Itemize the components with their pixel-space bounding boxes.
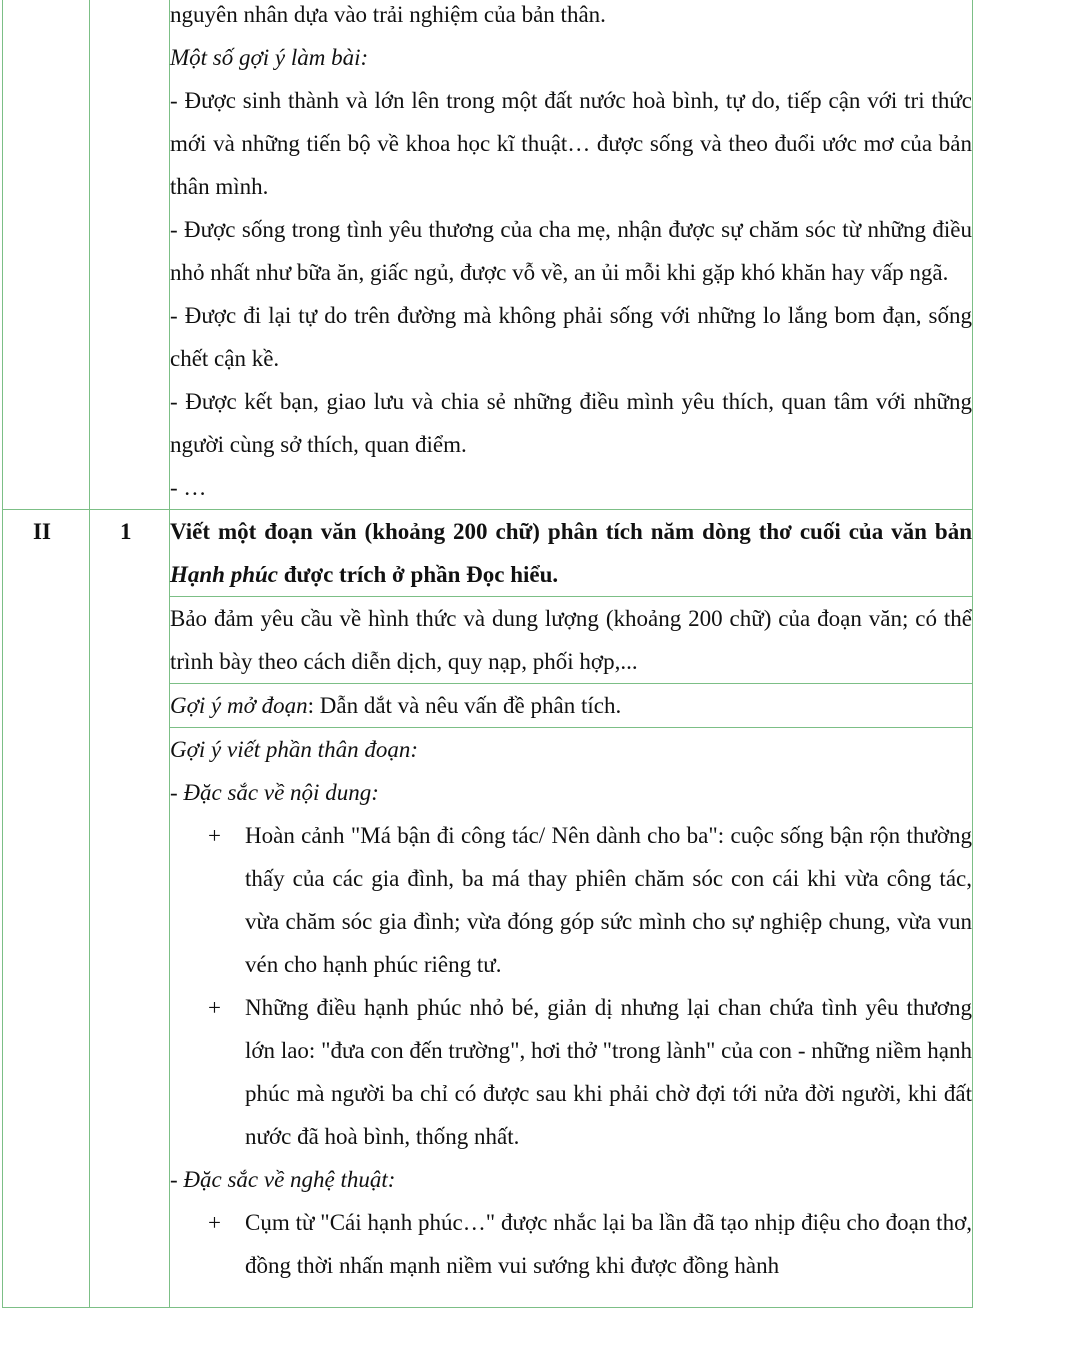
poem-title: Hạnh phúc bbox=[170, 562, 279, 587]
opening-hint bbox=[170, 684, 972, 727]
list-item bbox=[170, 814, 972, 986]
opening-label: Gợi ý mở đoạn bbox=[170, 693, 308, 718]
opening-cell bbox=[170, 684, 973, 728]
bullet-marker: + bbox=[208, 823, 221, 848]
prompt-text: Viết một đoạn văn (khoảng 200 chữ) phân tích năm dòng thơ cuối của văn bản bbox=[170, 519, 972, 544]
question-cell bbox=[90, 0, 170, 510]
list-item: - Được kết bạn, giao lưu và chia sẻ những điều mình yêu thích, quan tâm với những người cùng sở thích, quan điểm. bbox=[170, 389, 972, 457]
requirement-cell bbox=[170, 597, 973, 684]
bullet-text: Cụm từ "Cái hạnh phúc…" được nhắc lại ba lần đã tạo nhịp điệu cho đoạn thơ, đồng thời nhấn mạnh niềm vui sướng khi được đồng hành bbox=[245, 1210, 972, 1278]
list-item: - Được sinh thành và lớn lên trong một đất nước hoà bình, tự do, tiếp cận với tri thức mới và những tiến bộ về khoa học kĩ thuật… được sống và theo đuổi ước mơ của bản thân mình. bbox=[170, 88, 972, 199]
opening-text: : Dẫn dắt và nêu vấn đề phân tích. bbox=[307, 693, 622, 718]
list-item: - … bbox=[170, 475, 207, 500]
question-prompt bbox=[170, 510, 972, 596]
prompt-text-end: được trích ở phần Đọc hiểu. bbox=[278, 562, 559, 587]
part-cell bbox=[3, 0, 90, 510]
answer-table bbox=[2, 0, 973, 1308]
body-heading: Gợi ý viết phần thân đoạn: bbox=[170, 737, 418, 762]
hint-heading: Một số gợi ý làm bài: bbox=[170, 45, 369, 70]
content-heading: - Đặc sắc về nội dung: bbox=[170, 780, 379, 805]
art-heading: - Đặc sắc về nghệ thuật: bbox=[170, 1167, 396, 1192]
list-item bbox=[170, 986, 972, 1158]
list-item bbox=[170, 1201, 972, 1287]
table-row bbox=[3, 510, 973, 597]
list-item: - Được đi lại tự do trên đường mà không phải sống với những lo lắng bom đạn, sống chết cận kề. bbox=[170, 303, 972, 371]
list-item: - Được sống trong tình yêu thương của cha mẹ, nhận được sự chăm sóc từ những điều nhỏ nhất như bữa ăn, giấc ngủ, được vỗ về, an ủi mỗi khi gặp khó khăn hay vấp ngã. bbox=[170, 217, 972, 285]
cell-spacer bbox=[170, 1287, 972, 1307]
text-line: nguyên nhân dựa vào trải nghiệm của bản thân. bbox=[170, 2, 606, 27]
bullet-text: Những điều hạnh phúc nhỏ bé, giản dị nhưng lại chan chứa tình yêu thương lớn lao: "đưa con đến trường", hơi thở "trong lành" của con - những niềm hạnh phúc mà người ba chỉ có được sau khi phải chờ đợi tới nửa đời người, khi đất nước đã hoà bình, thống nhất. bbox=[245, 995, 972, 1149]
body-cell bbox=[170, 728, 973, 1308]
bullet-text: Hoàn cảnh "Má bận đi công tác/ Nên dành cho ba": cuộc sống bận rộn thường thấy của các gia đình, ba má thay phiên chăm sóc con cái khi vừa công tác, vừa chăm sóc gia đình; vừa đóng góp sức mình cho sự nghiệp chung, vừa vun vén cho hạnh phúc riêng tư. bbox=[245, 823, 972, 977]
content-cell bbox=[170, 0, 973, 510]
question-number: 1 bbox=[90, 510, 170, 1308]
requirement-text: Bảo đảm yêu cầu về hình thức và dung lượng (khoảng 200 chữ) của đoạn văn; có thể trình bày theo cách diễn dịch, quy nạp, phối hợp,... bbox=[170, 606, 972, 674]
part-number: II bbox=[3, 510, 90, 1308]
prompt-cell bbox=[170, 510, 973, 597]
bullet-marker: + bbox=[208, 1210, 221, 1235]
table-row bbox=[3, 0, 973, 510]
bullet-marker: + bbox=[208, 995, 221, 1020]
